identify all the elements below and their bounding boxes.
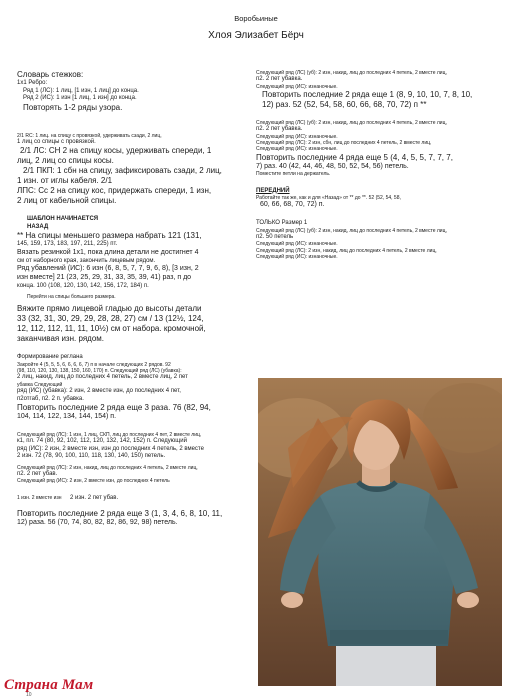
raglan-line-2: (98, 110, 120, 130, 138, 150, 160, 170) п. Следующий ряд (ЛС) (убавка):	[17, 368, 182, 374]
next-row-line-6: п2. 2 пет убав.	[17, 470, 58, 477]
decrease-line-2: изн вместе] 21 (23, 25, 29, 31, 33, 35, 39, 41) раз, п до	[17, 273, 192, 281]
raglan-line-5: ряд (ИС) (убавка): 2 изн, 2 вместе изн, до последних 4 пет,	[17, 388, 181, 394]
page-number: 10	[26, 692, 32, 698]
pkp-line-2: 1 изн. от иглы кабеля. 2/1	[17, 176, 113, 186]
next-row-line-2: к1, пл. 74 (80, 92, 102, 112, 120, 132, 142, 152) п. Следующий	[17, 438, 187, 444]
right-row-7: п2. 2 пет убавка.	[256, 126, 303, 133]
raglan-repeat-line-2: 104, 114, 122, 134, 144, 154) п.	[17, 413, 117, 420]
size-1-heading: ТОЛЬКО Размер 1	[256, 220, 308, 226]
right-repeat-line-1: Повторить последние 2 ряда еще 1 (8, 9, 10, 10, 7, 8, 10,	[262, 90, 473, 99]
rc-line-1: 2/1 RC: 1 лиц. на спицу с провязкой, удерживать сзади, 2 лиц,	[17, 132, 162, 139]
right-row-6: Следующий ряд (ЛС) (уб): 2 изн, накид, лиц до последних 4 петель, 2 вместе лиц,	[256, 120, 447, 126]
front-line-1: Работайте так же, как и для «Назад» от ** до **. 52 (52, 54, 58,	[256, 195, 401, 201]
pkp-line-1: 2/1 ПКП: 1 сбн на спицу, зафиксировать сзади, 2 лиц,	[23, 166, 222, 176]
rc-line-2: 1 лиц со спицы с провязкой.	[17, 138, 96, 145]
next-row-line-5: Следующий ряд (ЛС): 2 изн, накид, лиц до последних 4 петель, 2 вместе лиц,	[17, 464, 198, 471]
rib-row-2: Ряд 2 (ИС): 1 изн [1 лиц, 1 изн] до конца.	[23, 95, 137, 101]
watermark-logo: Страна Мам	[4, 677, 94, 693]
author-header: Хлоя Элизабет Бёрч	[208, 30, 304, 41]
raglan-line-1: Закройте 4 (5, 5, 5, 6, 6, 6, 6, 7) п в начале следующих 2 рядов. 92	[17, 361, 171, 368]
raglan-line-3: 2 лиц, накид, лиц до последних 4 петель, 2 вместе лиц, 2 пет	[17, 374, 188, 381]
right-repeat4-line-1: Повторить последние 4 ряда еще 5 (4, 4, 5, 5, 7, 7, 7,	[256, 152, 453, 162]
template-start-heading: ШАБЛОН НАЧИНАЕТСЯ	[27, 216, 99, 223]
lc-line-1: 2/1 ЛС: СН 2 на спицу косы, удерживать спереди, 1	[20, 146, 212, 156]
right-repeat4-line-2: 7) раз. 40 (42, 44, 46, 48, 50, 52, 54, 56) петель.	[256, 162, 409, 170]
front-heading: ПЕРЕДНИЙ	[256, 187, 290, 194]
publisher-header: Воробьиные	[234, 14, 278, 23]
lps-line-2: 2 лиц от кабельной спицы.	[17, 196, 117, 206]
rib-knit-line-2: см от наборного края, закончить лицевым рядом.	[17, 257, 156, 264]
right-row-1: Следующий ряд (ЛС) (уб): 2 изн, накид, лиц до последних 4 петель, 2 вместе лиц,	[256, 70, 447, 76]
rib-row-1: Ряд 1 (ЛС): 1 лиц, [1 изн, 1 лиц] до конца.	[23, 87, 139, 94]
next-row-line-1: Следующий ряд (ЛС): 1 изн, 1 лиц, СКП, лиц до последних 4 пет, 2 вместе лиц,	[17, 431, 202, 438]
raglan-line-4: убавка Следующий	[17, 381, 63, 388]
next-row-line-8b: 2 изн. 2 пет убав.	[70, 494, 119, 501]
next-row-line-3: ряд (ИС): 2 изн, 2 вместе изн, изн до последних 4 петель, 2 вместе	[17, 445, 204, 452]
last-repeat-line-1: Повторить последние 2 ряда еще 3 (1, 3, 4, 6, 8, 10, 11,	[17, 508, 223, 518]
next-row-line-7: Следующий ряд (ИС): 2 изн, 2 вместе изн, до последних 4 петель	[17, 478, 170, 485]
next-row-line-8	[17, 485, 249, 505]
lps-line-1: ЛПС: Сс 2 на спицу кос, придержать спереди, 1 изн,	[17, 186, 212, 196]
size-1-row-2: п2. 50 петель	[256, 233, 294, 240]
stockinette-line-1: Вяжите прямо лицевой гладью до высоты детали	[17, 304, 202, 314]
front-line-2: 60, 66, 68, 70, 72) п.	[260, 201, 325, 209]
size-1-row-4: Следующий ряд (ЛС): 2 изн, накид, лиц до последних 4 петель, 2 вместе лиц,	[256, 247, 437, 254]
size-1-row-5: Следующий ряд (ИС): изнаночные.	[256, 253, 338, 260]
size-1-row-1: Следующий ряд (ЛС) (уб): 2 изн, накид, лиц до последних 4 петель, 2 вместе лиц,	[256, 227, 447, 234]
stockinette-line-4: заканчивая изн. рядом.	[17, 334, 104, 344]
right-row-3: Следующий ряд (ИС): изнаночные.	[256, 83, 338, 90]
model-photo	[258, 378, 502, 686]
rib-repeat: Повторять 1-2 ряды узора.	[23, 102, 123, 112]
switch-needles-note: Перейти на спицы большего размера.	[27, 294, 116, 300]
raglan-line-6: п2отгаб, п2. 2 п. убавка.	[17, 395, 84, 402]
rib-title: 1x1 Ребро:	[17, 80, 48, 86]
next-row-line-4: 2 изн. 72 (78, 90, 100, 110, 118, 130, 140, 150) петель.	[17, 453, 166, 459]
cast-on-line-1: ** На спицы меньшего размера набрать 121 (131,	[17, 231, 202, 241]
raglan-repeat-line-1: Повторить последние 2 ряда еще 3 раза. 76 (82, 94,	[17, 403, 211, 412]
stitch-dictionary-title: Словарь стежков:	[17, 70, 84, 79]
size-1-row-3: Следующий ряд (ИС): изнаночные.	[256, 241, 338, 248]
stitch-holder-note: Поместите петли на держатель.	[256, 171, 331, 178]
last-repeat-line-2: 12) раза. 56 (70, 74, 80, 82, 82, 86, 92, 98) петель.	[17, 518, 178, 526]
cast-on-line-2: 145, 159, 173, 183, 197, 211, 225) пт.	[17, 241, 118, 248]
rib-knit-line-1: Вязать резинкой 1x1, пока длина детали не достигнет 4	[17, 248, 199, 256]
stockinette-line-2: 33 (32, 31, 30, 29, 29, 28, 28, 27) см / 13 (12½, 124,	[17, 314, 204, 324]
right-row-10: Следующий ряд (ИС): изнаночные.	[256, 146, 338, 153]
right-column	[256, 70, 500, 260]
right-row-9: Следующий ряд (ЛС): 2 изн, сбн, лиц до последних 4 петель, 2 вместе лиц,	[256, 140, 432, 146]
left-column	[17, 70, 249, 527]
stockinette-line-3: 12, 112, 112, 11, 11, 10½) см от набора. кромочной,	[17, 324, 206, 334]
decrease-line-3: конца. 100 (108, 120, 130, 142, 156, 172, 184) п.	[17, 282, 149, 289]
back-heading: НАЗАД	[27, 223, 49, 230]
right-row-2: п2. 2 пет убавка.	[256, 76, 303, 83]
raglan-heading: Формирование реглана	[17, 354, 83, 361]
right-row-8: Следующий ряд (ИС): изнаночные.	[256, 133, 338, 140]
lc-line-2: лиц, 2 лиц со спицы косы.	[17, 156, 114, 166]
decrease-line-1: Ряд убавлений (ИС): 6 изн (6, 8, 5, 7, 7, 9, 6, 8), [3 изн, 2	[17, 265, 199, 272]
next-row-line-8a: 1 изн. 2 вместе изн	[17, 494, 62, 501]
right-repeat-line-2: 12) раз. 52 (52, 54, 58, 60, 66, 68, 70, 72) п **	[262, 100, 427, 109]
